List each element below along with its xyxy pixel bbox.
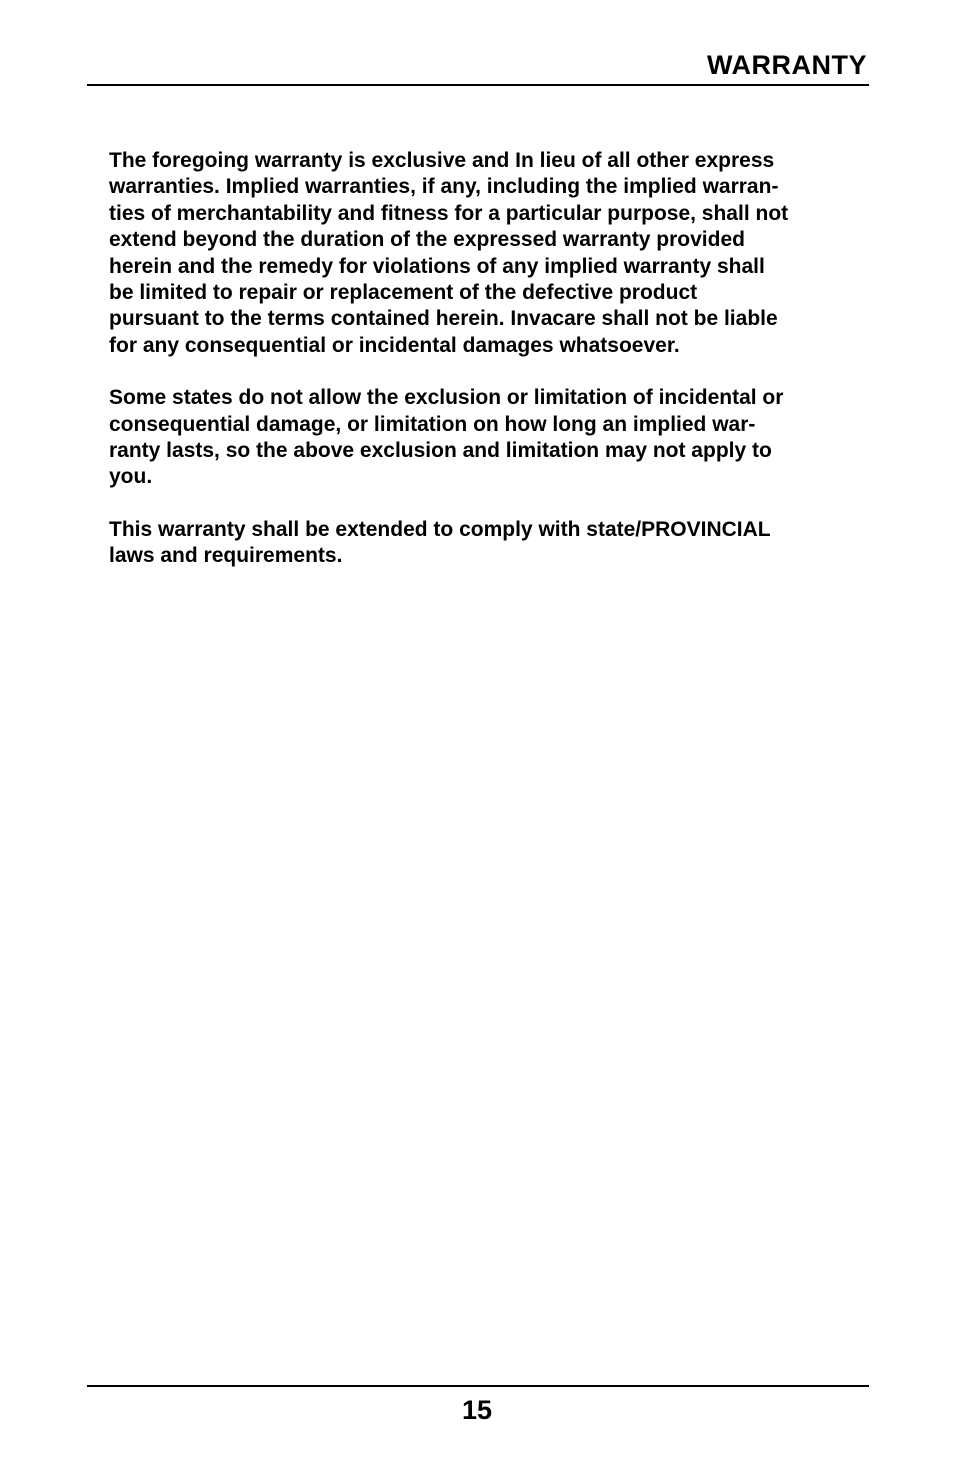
text-line: Some states do not allow the exclusion or limitation of incidental or — [109, 386, 784, 410]
text-line: you. — [109, 465, 153, 489]
text-line: This warranty shall be extended to comply with state/PROVINCIAL — [109, 517, 771, 541]
text-line: ties of merchantability and fitness for a particular purpose, shall not — [109, 201, 789, 225]
text-line: for any consequential or incidental damages whatsoever. — [109, 333, 680, 357]
warranty-body — [109, 148, 854, 596]
paragraph-state-limitations — [109, 385, 854, 491]
page-number: 15 — [461, 1395, 493, 1425]
footer-divider — [87, 1385, 869, 1387]
text-line: laws and requirements. — [109, 544, 343, 568]
text-line: extend beyond the duration of the expressed warranty provided — [109, 228, 745, 252]
text-line: be limited to repair or replacement of the defective product — [109, 281, 698, 305]
page-header-title: WARRANTY — [707, 50, 867, 80]
text-line: consequential damage, or limitation on how long an implied war- — [109, 412, 756, 436]
text-line: ranty lasts, so the above exclusion and limitation may not apply to — [109, 439, 772, 463]
text-line: The foregoing warranty is exclusive and In lieu of all other express — [109, 149, 775, 172]
paragraph-exclusive-warranty — [109, 148, 854, 359]
paragraph-provincial-laws — [109, 517, 854, 570]
text-line: warranties. Implied warranties, if any, including the implied warran- — [109, 175, 779, 199]
text-line: pursuant to the terms contained herein. Invacare shall not be liable — [109, 307, 778, 331]
header-divider — [87, 84, 869, 86]
text-line: herein and the remedy for violations of any implied warranty shall — [109, 254, 765, 278]
